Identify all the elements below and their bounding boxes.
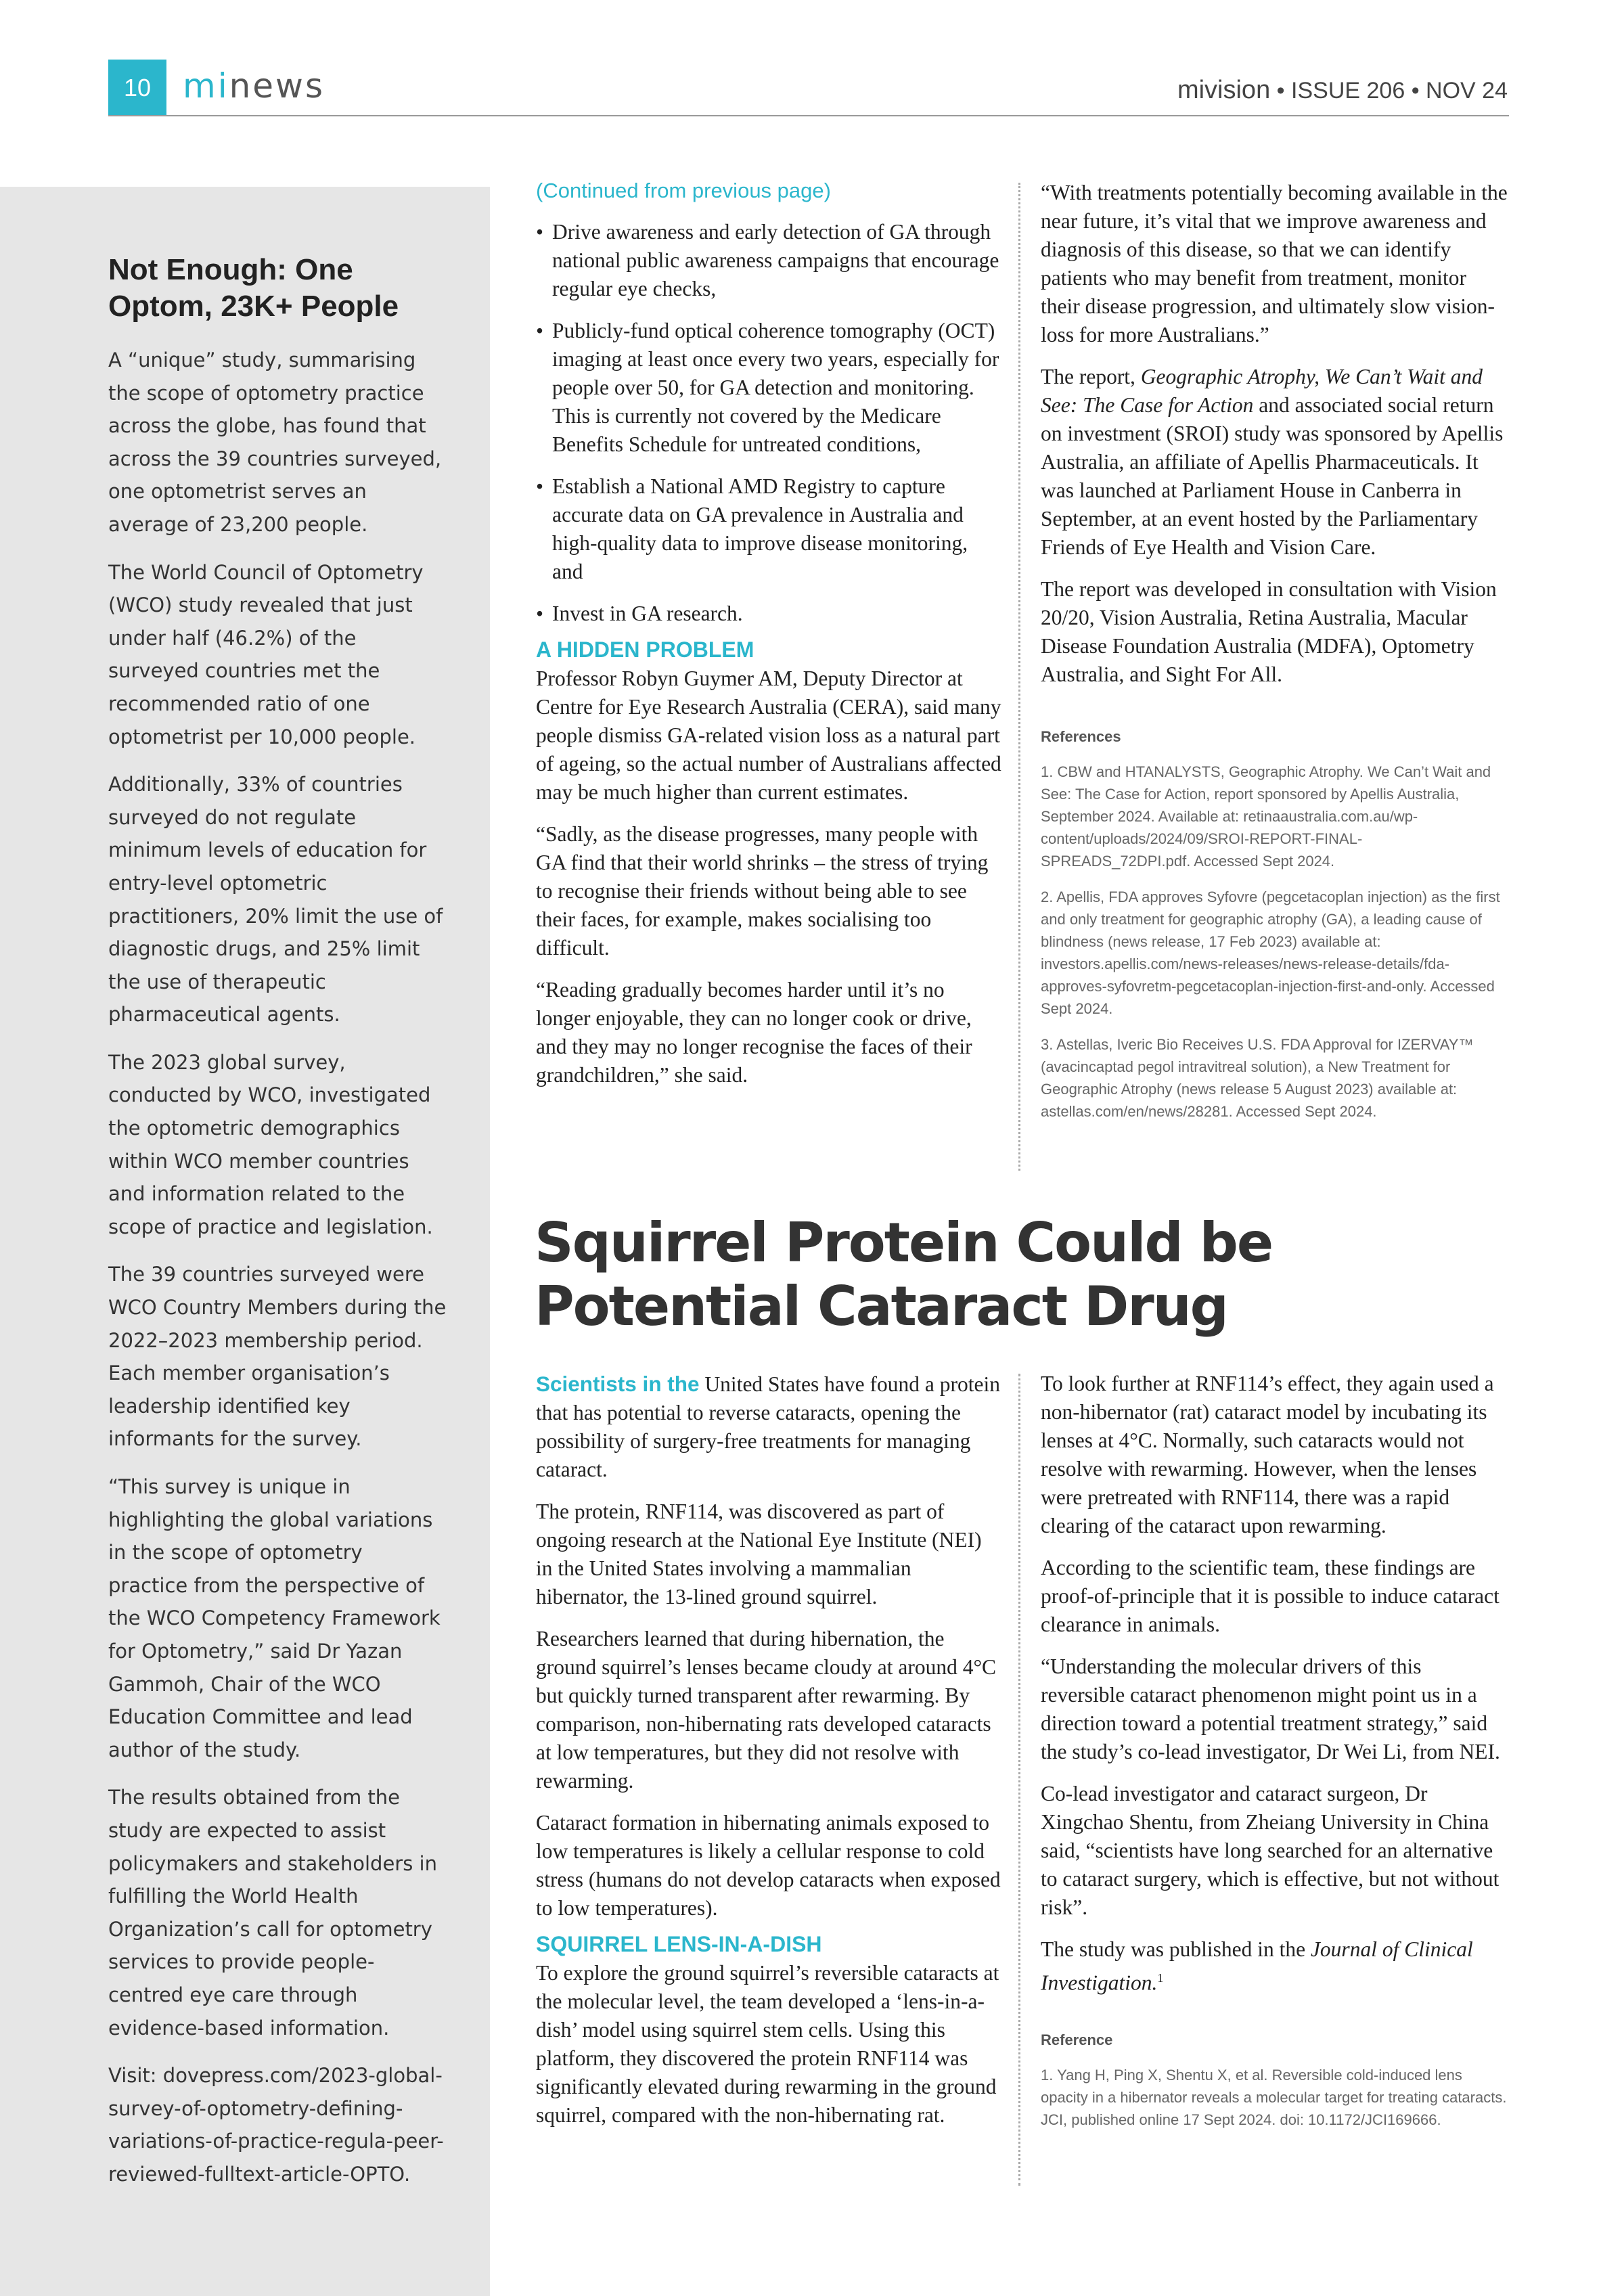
reference-item: 3. Astellas, Iveric Bio Receives U.S. FDA Approval for IZERVAY™ (avacincaptad pegol intravitreal solution), a New Treatment for Geographic Atrophy (news release 5 August 2023) available at: astellas.com/en/news/28281. Accessed Sept 2024. [1041,1036,1474,1120]
body-paragraph: Co-lead investigator and cataract surgeon, Dr Xingchao Shentu, from Zheiang University in China said, “scientists have long searched for an alternative to cataract surgery, which is effective, but not without risk”. [1041,1782,1499,1919]
body-paragraph [1041,363,1508,562]
sidebar-title: Not Enough: One Optom, 23K+ People [108,253,399,323]
body-paragraph: “Understanding the molecular drivers of this reversible cataract phenomenon might point us in a direction toward a potential treatment strategy,” said the study’s co-lead investigator, Dr Wei Li, from NEI. [1041,1655,1500,1763]
text-run: and associated social return on investment (SROI) study was sponsored by Apellis Australia, an affiliate of Apellis Pharmaceuticals. It was launched at Parliament House in Canberra in September, at an event hosted by the Parliamentary Friends of Eye Health and Vision Care. [1041,393,1504,559]
continued-note: (Continued from previous page) [536,179,831,202]
body-paragraph: Cataract formation in hibernating animals exposed to low temperatures is likely a cellular response to cold stress (humans do not develop cataracts when exposed to low temperatures). [536,1811,1001,1920]
article1-right-column [1041,179,1508,1136]
sidebar-paragraph: Additionally, 33% of countries surveyed do not regulate minimum levels of education for entry-level optometric practitioners, 20% limit the use of diagnostic drugs, and 25% limit the use of therapeutic pharmaceutical agents. [108,773,443,1027]
lead-in: Scientists in the [536,1372,700,1396]
body-paragraph: To look further at RNF114’s effect, they again used a non-hibernator (rat) cataract model by incubating its lenses at 4°C. Normally, such cataracts would not resolve with rewarming. However, when the lenses were pretreated with RNF114, there was a rapid clearing of the cataract upon rewarming. [1041,1372,1494,1537]
issue-info [1177,73,1508,108]
reference-item: 2. Apellis, FDA approves Syfovre (pegcetacoplan injection) as the first and only treatment for geographic atrophy (GA), a leading cause of blindness (news release, 17 Feb 2023) available at: investors.apellis.com/news-releases/news-release-details/fda-approves-syfovretm-pegcetacoplan-injection-first-and-only. Accessed Sept 2024. [1041,888,1500,1017]
sidebar-paragraph: A “unique” study, summarising the scope of optometry practice across the globe, has found that across the 39 countries surveyed, one optometrist serves an average of 23,200 people. [108,348,442,536]
footnote-marker: 1 [1157,1971,1164,1985]
bullet-marker: • [536,319,544,342]
sidebar-paragraph: The 2023 global survey, conducted by WCO, investigated the optometric demographics within WCO member countries and information related to the scope of practice and legislation. [108,1050,433,1238]
reference-item: 1. CBW and HTANALYSTS, Geographic Atrophy. We Can’t Wait and See: The Case for Action, report sponsored by Apellis Australia, September 2024. Available at: retinaaustralia.com.au/wp-content/uploads/2024/09/SROI-REPORT-FINAL-SPREADS_72DPI.pdf. Accessed Sept 2024. [1041,763,1491,870]
section-brand [183,62,325,110]
article1-left-column [536,177,1003,1103]
list-item-text: Drive awareness and early detection of GA through national public awareness campaigns that encourage regular eye checks, [552,220,999,300]
sidebar-paragraph: The 39 countries surveyed were WCO Country Members during the 2022–2023 membership period. Each member organisation’s leadership identified key informants for the survey. [108,1263,447,1451]
body-paragraph: “Sadly, as the disease progresses, many people with GA find that their world shrinks – the stress of trying to recognise their friends without being able to see their faces, for example, makes socialising too difficult. [536,822,989,960]
journal-name: Journal of Clinical Investigation. [1041,1937,1473,1995]
sidebar-paragraph: The World Council of Optometry (WCO) study revealed that just under half (46.2%) of the surveyed countries met the recommended ratio of one optometrist per 10,000 people. [108,560,424,748]
reference-item: 1. Yang H, Ping X, Shentu X, et al. Reversible cold-induced lens opacity in a hibernator reveals a molecular target for treating cataracts. JCI, published online 17 Sept 2024. doi: 10.1172/JCI169666. [1041,2066,1507,2128]
recommendations-list [536,218,1003,628]
list-item-text: Publicly-fund optical coherence tomography (OCT) imaging at least once every two years, especially for people over 50, for GA detection and monitoring. This is currently not covered by the Medicare Benefits Schedule for untreated conditions, [552,319,999,456]
reference-heading: Reference [1041,2031,1113,2048]
body-paragraph: The protein, RNF114, was discovered as part of ongoing research at the National Eye Institute (NEI) in the United States involving a mammalian hibernator, the 13-lined ground squirrel. [536,1500,982,1608]
list-item-text: Invest in GA research. [552,602,743,625]
text-run: The report, [1041,365,1141,388]
text-run: United States have found a protein that has potential to reverse cataracts, opening the possibility of surgery-free treatments for managing cataract. [536,1372,1000,1481]
brand-news: news [229,66,325,106]
article2-left-column [536,1370,1003,2143]
page-number: 10 [108,60,166,116]
issue-number: ISSUE 206 [1291,78,1405,104]
sidebar-panel [0,187,490,2296]
column-divider [1018,1374,1020,2186]
body-paragraph: Researchers learned that during hibernation, the ground squirrel’s lenses became cloudy at around 4°C but quickly turned transparent after rewarming. By comparison, non-hibernating rats developed cataracts at low temperatures, but they did not resolve with rewarming. [536,1627,997,1793]
body-paragraph: According to the scientific team, these findings are proof-of-principle that it is possible to induce cataract clearance in animals. [1041,1556,1499,1636]
header-divider [108,115,1509,116]
bullet-marker: • [536,474,544,498]
sidebar-visit-link[interactable]: Visit: dovepress.com/2023-global-survey-of-optometry-defining-variations-of-practice-regula-peer-reviewed-fulltext-article-OPTO. [108,2064,444,2186]
body-paragraph [536,1370,1003,1484]
bullet-marker: • [536,220,544,244]
bullet-separator: • [1411,78,1420,104]
bullet-marker: • [536,602,544,625]
subheading-hidden-problem: A HIDDEN PROBLEM [536,637,754,662]
body-paragraph [1041,1935,1508,1998]
list-item [536,317,1003,459]
report-title: Geographic Atrophy, We Can’t Wait and See: The Case for Action [1041,365,1483,417]
brand-mi: mi [183,66,229,106]
list-item [536,218,1003,303]
text-run: The study was published in the [1041,1937,1311,1961]
sidebar-paragraph: The results obtained from the study are expected to assist policymakers and stakeholders in fulfilling the World Health Organization’s call for optometry services to provide people-centred eye care through evidence-based information. [108,1786,437,2040]
column-divider [1018,183,1020,1171]
issue-date: NOV 24 [1426,78,1508,104]
list-item [536,600,1003,628]
article2-right-column [1041,1370,1508,2144]
references-heading: References [1041,728,1121,745]
body-paragraph: “Reading gradually becomes harder until it’s no longer enjoyable, they can no longer cook or drive, and they may no longer recognise the faces of their grandchildren,” she said. [536,978,972,1087]
sidebar-paragraph: “This survey is unique in highlighting the global variations in the scope of optometry practice from the perspective of the WCO Competency Framework for Optometry,” said Dr Yazan Gammoh, Chair of the WCO Education Committee and lead author of the study. [108,1475,441,1761]
article-headline: Squirrel Protein Could be Potential Cataract Drug [535,1211,1273,1338]
list-item [536,472,1003,586]
magazine-name: mivision [1177,76,1271,104]
bullet-separator: • [1276,78,1285,104]
quote-paragraph: “With treatments potentially becoming available in the near future, it’s vital that we improve awareness and diagnosis of this disease, so that we can identify patients who may benefit from treatment, monitor their disease progression, and ultimately slow vision-loss for more Australians.” [1041,181,1508,346]
body-paragraph: The report was developed in consultation with Vision 20/20, Vision Australia, Retina Australia, Macular Disease Foundation Australia (MDFA), Optometry Australia, and Sight For All. [1041,577,1497,686]
body-paragraph: To explore the ground squirrel’s reversible cataracts at the molecular level, the team developed a ‘lens-in-a-dish’ model using squirrel stem cells. Using this platform, they discovered the protein RNF114 was significantly elevated during rewarming in the ground squirrel, compared with the non-hibernating rat. [536,1961,999,2127]
subheading-lens-in-a-dish: SQUIRREL LENS-IN-A-DISH [536,1932,822,1956]
body-paragraph: Professor Robyn Guymer AM, Deputy Director at Centre for Eye Research Australia (CERA), said many people dismiss GA-related vision loss as a natural part of ageing, so the actual number of Australians affected may be much higher than current estimates. [536,667,1001,804]
list-item-text: Establish a National AMD Registry to capture accurate data on GA prevalence in Australia and high-quality data to improve disease monitoring, and [552,474,968,583]
